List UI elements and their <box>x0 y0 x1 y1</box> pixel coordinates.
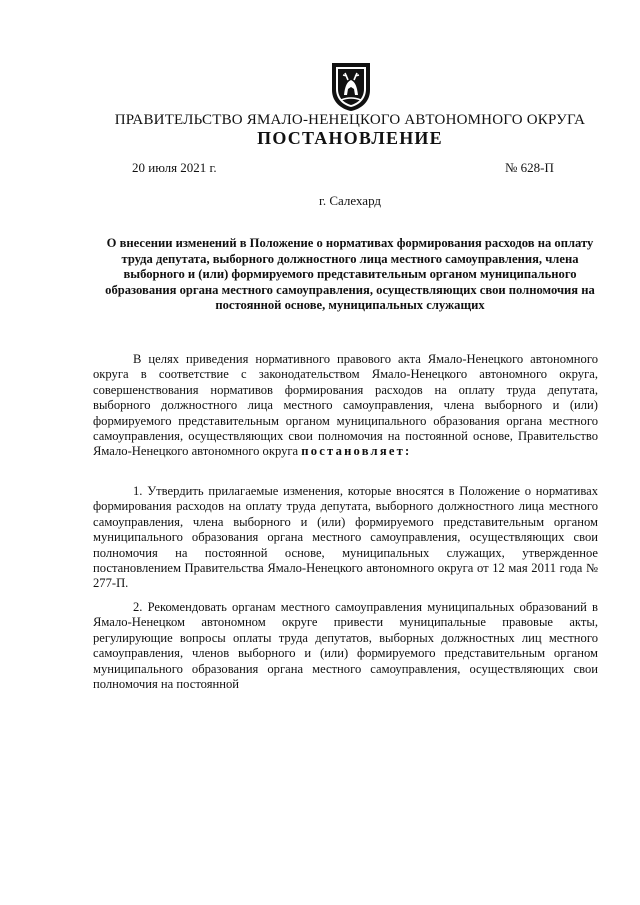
document-city: г. Салехард <box>318 193 382 208</box>
intro-text: В целях приведения нормативного правового акта Ямало-Ненецкого автономного округа в соответствие с законодательством Ямало-Ненецкого автономного округа, совершенствования нормативов формирования расходов на оплату труда депутата, выборного должностного лица местного самоуправления, члена выборного и (или) формируемого представительным органом муниципального образования органа местного самоуправления, осуществляющих свои полномочия на постоянной основе, Правительство Ямало-Ненецкого автономного округа <box>93 352 598 459</box>
coat-of-arms-icon <box>331 62 371 112</box>
item-2-text: 2. Рекомендовать органам местного самоуправления муниципальных образований в Ямало-Ненецком автономном округе привести муниципальные правовые акты, регулирующие вопросы оплаты труда депутатов, выборных должностных лиц местного самоуправления, членов выборного и (или) формируемого представительным органом муниципального образования органа местного самоуправления, осуществляющих свои полномочия на постоянной <box>93 600 598 692</box>
document-date: 20 июля 2021 г. <box>132 160 217 175</box>
issuer-name: ПРАВИТЕЛЬСТВО ЯМАЛО-НЕНЕЦКОГО АВТОНОМНОГО ОКРУГА <box>114 112 586 128</box>
item-1-text: 1. Утвердить прилагаемые изменения, которые вносятся в Положение о нормативах формирования расходов на оплату труда депутата, выборного должностного лица местного самоуправления, члена выборного и (или) формируемого представительным органом муниципального образования органа местного самоуправления, осуществляющих свои полномочия на постоянной основе, муниципальных служащих, утвержденное постановлением Правительства Ямало-Ненецкого автономного округа от 12 мая 2011 года № 277-П. <box>93 484 598 591</box>
document-number: № 628-П <box>505 160 554 175</box>
item-2-paragraph <box>93 600 598 692</box>
document-type: ПОСТАНОВЛЕНИЕ <box>257 128 443 148</box>
document-title: О внесении изменений в Положение о нормативах формирования расходов на оплату труда депутата, выборного должностного лица местного самоуправления, члена выборного и (или) формируемого представительным органом муниципального образования органа местного самоуправления, осуществляющих свои полномочия на постоянной основе, муниципальных служащих <box>105 236 595 312</box>
intro-paragraph <box>93 352 598 460</box>
item-1-paragraph <box>93 484 598 592</box>
decree-word: постановляет: <box>301 444 412 459</box>
